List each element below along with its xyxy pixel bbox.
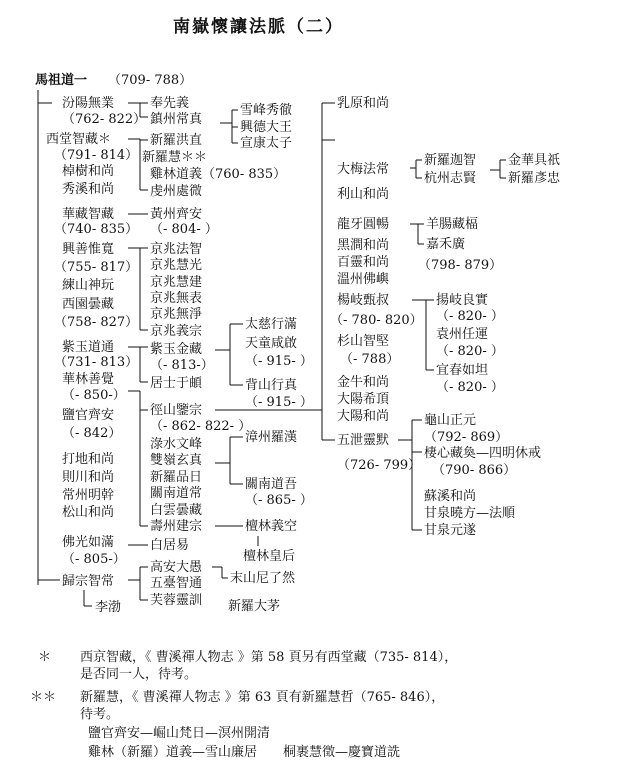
node-c2-11: 京兆無表 xyxy=(150,291,203,306)
node-c4-2: 利山和尚 xyxy=(337,187,390,202)
node-c5-12: （792- 869） xyxy=(424,430,509,445)
node-c5-5: 揚岐良實 xyxy=(436,293,489,308)
node-c2-16: 居士于頔 xyxy=(150,376,203,391)
node-c5-2: 羊腸藏楅 xyxy=(426,217,479,232)
root-dates: （709- 788） xyxy=(108,73,193,88)
node-c2-3: 新羅慧＊＊ xyxy=(142,150,208,165)
node-c1-12: （758- 827） xyxy=(54,315,139,330)
node-c3-5: （- 915- ） xyxy=(245,354,313,369)
node-c3-10: （- 865- ） xyxy=(245,493,313,508)
node-c2-5: 虔州處微 xyxy=(150,184,203,199)
node-c2-17: 徑山鑒宗 xyxy=(150,403,203,418)
node-c4-4: 黑澗和尚 xyxy=(337,238,390,253)
node-c2-25: 白居易 xyxy=(150,538,190,553)
node-c3-13: 末山尼了然 xyxy=(230,571,296,586)
node-c3-4: 天童咸啟 xyxy=(245,336,298,351)
node-c4-9: 杉山智堅 xyxy=(337,334,390,349)
node-c5-14: （790- 866） xyxy=(432,463,517,478)
node-c1-17: 鹽官齊安 xyxy=(62,408,115,423)
node-c2-19: 淥水文峰 xyxy=(150,437,203,452)
node-c4-6: 溫州佛嶼 xyxy=(337,272,390,287)
node-c1-7: （740- 835） xyxy=(54,222,139,237)
node-c1-3: （791- 814） xyxy=(54,148,139,163)
node-c1-21: 常州明幹 xyxy=(62,488,115,503)
footnote-2-line-4: 雞林（新羅）道義—雪山廉居 桐裹慧徵—慶寶道詵 xyxy=(88,745,401,760)
node-c5-4: （798- 879） xyxy=(418,258,503,273)
node-c2-20: 雙嶺玄真 xyxy=(150,453,203,468)
node-c2-23: 白雲曇藏 xyxy=(150,503,203,518)
node-c2-15: （- 813-） xyxy=(150,358,214,373)
node-c1-16: （- 850-） xyxy=(62,388,126,403)
node-c1-0: 汾陽無業 xyxy=(62,96,115,111)
node-c1-24: （- 805-） xyxy=(62,552,126,567)
node-c5-1: 杭州志賢 xyxy=(424,171,477,186)
node-c2-12: 京兆無淨 xyxy=(150,307,203,322)
node-c1-26: 李渤 xyxy=(95,600,122,615)
node-c1-5: 秀溪和尚 xyxy=(62,182,115,197)
node-c4-10: （- 788） xyxy=(340,352,400,367)
node-c5-9: 宜春如坦 xyxy=(436,363,489,378)
footnote-2-mark: ＊＊ xyxy=(30,690,57,705)
node-c4-3: 龍牙圓暢 xyxy=(337,217,390,232)
node-c1-1: （762- 822） xyxy=(62,112,147,127)
node-c5-3: 嘉禾廣 xyxy=(426,237,466,252)
node-c6-1: 新羅彥忠 xyxy=(508,171,561,186)
node-c1-6: 華藏智藏 xyxy=(62,207,115,222)
node-c2-18: （- 862- 822- ） xyxy=(150,419,252,434)
node-c2-26: 高安大愚 xyxy=(150,560,203,575)
node-c2-4: 雞林道義（760- 835） xyxy=(150,167,287,182)
node-c2-9: 京兆慧光 xyxy=(150,258,203,273)
node-c1-23: 佛光如滿 xyxy=(62,535,115,550)
footnote-1-line-2: 是否同一人，待考。 xyxy=(80,667,198,682)
node-c3-1: 興德大王 xyxy=(240,120,293,135)
node-c6-0: 金華具祇 xyxy=(508,153,561,168)
node-c1-25: 歸宗智常 xyxy=(62,574,115,589)
node-c1-9: （755- 817） xyxy=(54,260,139,275)
node-c4-7: 楊岐甄叔 xyxy=(337,293,390,308)
node-c4-1: 大梅法常 xyxy=(337,162,390,177)
node-c5-0: 新羅迦智 xyxy=(424,153,477,168)
node-c3-11: 檀林義空 xyxy=(245,519,298,534)
node-c2-24: 壽州建宗 xyxy=(150,519,203,534)
page-title: 南嶽懷讓法脈（二） xyxy=(173,17,344,37)
node-c3-14: 新羅大茅 xyxy=(228,599,281,614)
node-c2-1: 鎮州常真 xyxy=(150,112,203,127)
node-c5-6: （- 820- ） xyxy=(436,309,504,324)
node-c5-7: 袁州任運 xyxy=(436,327,489,342)
node-c4-13: 大陽和尚 xyxy=(337,409,390,424)
node-c2-27: 五臺智通 xyxy=(150,576,203,591)
node-c1-10: 練山神玩 xyxy=(62,278,115,293)
node-c4-15: （726- 799） xyxy=(337,458,422,473)
node-c5-16: 甘泉曉方—法順 xyxy=(424,506,516,521)
node-c2-7: （- 804- ） xyxy=(150,222,218,237)
node-c1-13: 紫玉道通 xyxy=(62,340,115,355)
node-c4-8: （- 780- 820） xyxy=(330,313,423,328)
node-c1-8: 興善惟寬 xyxy=(62,242,115,257)
node-c3-2: 宣康太子 xyxy=(240,136,293,151)
node-c2-10: 京兆慧建 xyxy=(150,275,203,290)
node-c5-15: 蘇溪和尚 xyxy=(424,489,477,504)
node-c1-14: （731- 813） xyxy=(54,355,139,370)
node-c1-11: 西園曇藏 xyxy=(62,297,115,312)
node-c2-14: 紫玉金藏 xyxy=(150,342,203,357)
footnote-2-line-3: 鹽官齊安—崛山梵日—溟州開清 xyxy=(88,726,271,741)
node-c1-2: 西堂智藏＊ xyxy=(46,132,112,147)
footnote-2-line-2: 待考。 xyxy=(80,707,120,722)
node-c4-11: 金牛和尚 xyxy=(337,375,390,390)
root-name: 馬祖道一 xyxy=(35,73,88,88)
node-c3-9: 關南道吾 xyxy=(245,477,298,492)
node-c1-20: 則川和尚 xyxy=(62,470,115,485)
node-c1-15: 華林善覺 xyxy=(62,372,115,387)
node-c5-10: （- 820- ） xyxy=(436,380,504,395)
node-c4-0: 乳原和尚 xyxy=(337,96,390,111)
node-c2-28: 芙蓉靈訓 xyxy=(150,593,203,608)
node-c5-13: 棲心藏奐—四明休戒 xyxy=(424,446,542,461)
node-c1-18: （- 842） xyxy=(62,426,122,441)
node-c3-6: 背山行真 xyxy=(245,378,298,393)
node-c3-7: （- 915- ） xyxy=(245,395,313,410)
node-c3-3: 太慈行滿 xyxy=(245,317,298,332)
node-c2-21: 新羅品日 xyxy=(150,470,203,485)
node-c2-0: 奉先義 xyxy=(150,96,190,111)
node-c2-22: 關南道常 xyxy=(150,486,203,501)
node-c2-8: 京兆法智 xyxy=(150,242,203,257)
footnote-1-mark: ＊ xyxy=(38,650,52,665)
node-c4-12: 大陽希頂 xyxy=(337,392,390,407)
node-c1-19: 打地和尚 xyxy=(62,452,115,467)
node-c1-4: 棹樹和尚 xyxy=(62,164,115,179)
node-c2-2: 新羅洪直 xyxy=(150,133,203,148)
node-c4-5: 百靈和尚 xyxy=(337,255,390,270)
node-c5-17: 甘泉元遂 xyxy=(424,523,477,538)
node-c1-22: 松山和尚 xyxy=(62,505,115,520)
node-c2-6: 黃州齊安 xyxy=(150,207,203,222)
node-c5-11: 龜山正元 xyxy=(424,413,477,428)
node-c3-12: 檀林皇后 xyxy=(243,549,296,564)
node-c3-8: 漳州羅漢 xyxy=(245,430,298,445)
node-c3-0: 雪峰秀徹 xyxy=(240,103,293,118)
footnote-1-line-1: 西京智藏，《 曹溪禪人物志 》第 58 頁另有西堂藏（735- 814）， xyxy=(80,650,458,665)
footnote-2-line-1: 新羅慧，《 曹溪禪人物志 》第 63 頁有新羅慧哲（765- 846）， xyxy=(80,690,445,705)
node-c4-14: 五泄靈默 xyxy=(337,433,390,448)
node-c5-8: （- 820- ） xyxy=(436,344,504,359)
node-c2-13: 京兆義宗 xyxy=(150,324,203,339)
